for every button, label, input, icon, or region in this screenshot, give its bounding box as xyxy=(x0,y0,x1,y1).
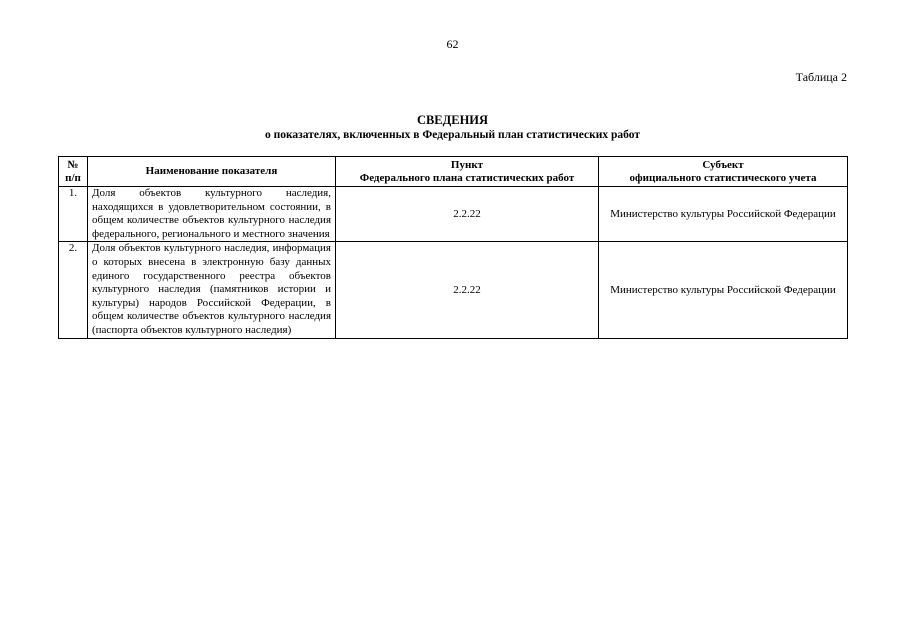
header-subject-line1: Субъект xyxy=(702,158,744,171)
row-number: 1. xyxy=(59,187,88,242)
page-number: 62 xyxy=(446,37,459,51)
header-indicator-name: Наименование показателя xyxy=(88,157,336,187)
header-plan-point-line1: Пункт xyxy=(450,158,484,171)
header-number xyxy=(59,157,88,187)
header-subject xyxy=(599,157,848,187)
row-plan-point: 2.2.22 xyxy=(336,187,599,242)
row-indicator-name: Доля объектов культурного наследия, находящихся в удовлетворительном состоянии, в общем количестве объектов культурного наследия федерального, регионального и местного значения xyxy=(88,187,336,242)
table-header-row xyxy=(59,157,848,187)
indicators-table xyxy=(58,156,848,339)
row-plan-point: 2.2.22 xyxy=(336,242,599,338)
header-subject-line2: официального статистического учета xyxy=(629,171,817,184)
row-subject: Министерство культуры Российской Федерации xyxy=(599,242,848,338)
row-number: 2. xyxy=(59,242,88,338)
table-row xyxy=(59,187,848,242)
header-plan-point xyxy=(336,157,599,187)
row-subject: Министерство культуры Российской Федерации xyxy=(599,187,848,242)
table-row xyxy=(59,242,848,338)
title-main: СВЕДЕНИЯ xyxy=(416,113,489,127)
header-number-line2: п/п xyxy=(65,171,81,184)
header-number-line1: № xyxy=(67,158,79,171)
title-subtitle: о показателях, включенных в Федеральный план статистических работ xyxy=(264,129,641,141)
table-label: Таблица 2 xyxy=(795,70,847,84)
header-plan-point-line2: Федерального плана статистических работ xyxy=(359,171,575,184)
row-indicator-name: Доля объектов культурного наследия, информация о которых внесена в электронную базу данных единого государственного реестра объектов культурного наследия (памятников истории и культуры) народов Российской Федерации, в общем количестве объектов культурного наследия (паспорта объектов культурного наследия) xyxy=(88,242,336,338)
document-title xyxy=(0,113,905,142)
